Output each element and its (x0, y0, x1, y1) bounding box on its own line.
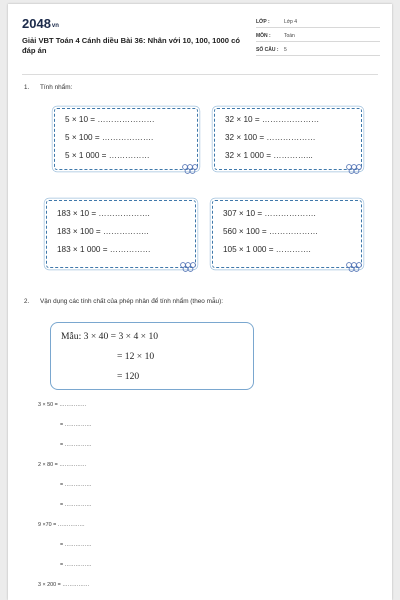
work-line: = …………… (60, 442, 92, 448)
exercise-line: 32 × 10 = ………………… (225, 115, 320, 124)
header-divider (22, 74, 378, 75)
exercise-line: 183 × 10 = ………………. (57, 209, 150, 218)
grapes-icon (179, 261, 197, 273)
work-line: = …………… (60, 562, 92, 568)
meta-value: 5 (284, 47, 287, 53)
sample-line: = 12 × 10 (117, 351, 155, 362)
sample-box (50, 322, 254, 390)
question-1-text: Tính nhẩm: (40, 84, 73, 91)
exercise-box-3 (46, 200, 196, 268)
meta-key: MÔN : (256, 33, 271, 39)
page-title: Giải VBT Toán 4 Cánh diều Bài 36: Nhân với 10, 100, 1000 có đáp án (22, 36, 240, 55)
logo-suffix: vn (51, 23, 59, 29)
exercise-line: 32 × 1 000 = …………... (225, 151, 313, 160)
meta-row-subject (256, 31, 380, 42)
exercise-box-1 (54, 108, 198, 170)
exercise-line: 307 × 10 = ………………. (223, 209, 316, 218)
question-1-number: 1. (24, 84, 30, 91)
work-line: = …………… (60, 502, 92, 508)
exercise-line: 5 × 100 = ………………. (65, 133, 154, 142)
exercise-line: 5 × 1 000 = …………… (65, 151, 150, 160)
meta-row-count (256, 45, 380, 56)
exercise-line: 32 × 100 = ……………… (225, 133, 316, 142)
meta-value: Lớp 4 (284, 19, 298, 25)
site-logo[interactable] (22, 16, 59, 31)
question-2-text: Vận dụng các tính chất của phép nhân để tính nhẩm (theo mẫu): (40, 298, 223, 305)
work-line: = …………… (60, 542, 92, 548)
work-line: 2 × 80 = …………… (38, 462, 87, 468)
work-line: 9 ×70 = …………… (38, 522, 85, 528)
grapes-icon (345, 261, 363, 273)
exercise-line: 105 × 1 000 = …………. (223, 245, 311, 254)
question-2-number: 2. (24, 298, 30, 305)
meta-value: Toán (284, 33, 295, 39)
work-line: = …………… (60, 422, 92, 428)
worksheet-page (8, 4, 392, 600)
exercise-line: 560 × 100 = ……………… (223, 227, 319, 236)
logo-text: 2048 (22, 16, 51, 31)
sample-line: = 120 (117, 371, 140, 382)
exercise-box-2 (214, 108, 362, 170)
work-line: 3 × 200 = …………… (38, 582, 90, 588)
grapes-icon (345, 163, 363, 175)
meta-key: SỐ CÂU : (256, 47, 279, 53)
meta-key: LỚP : (256, 19, 270, 25)
exercise-line: 183 × 1 000 = …………… (57, 245, 151, 254)
exercise-line: 5 × 10 = ………………… (65, 115, 155, 124)
meta-row-class (256, 17, 380, 28)
grapes-icon (181, 163, 199, 175)
exercise-box-4 (212, 200, 362, 268)
sample-line: Mẫu: 3 × 40 = 3 × 4 × 10 (61, 331, 159, 342)
work-line: = …………… (60, 482, 92, 488)
work-line: 3 × 50 = …………… (38, 402, 87, 408)
exercise-line: 183 × 100 = …………….. (57, 227, 149, 236)
